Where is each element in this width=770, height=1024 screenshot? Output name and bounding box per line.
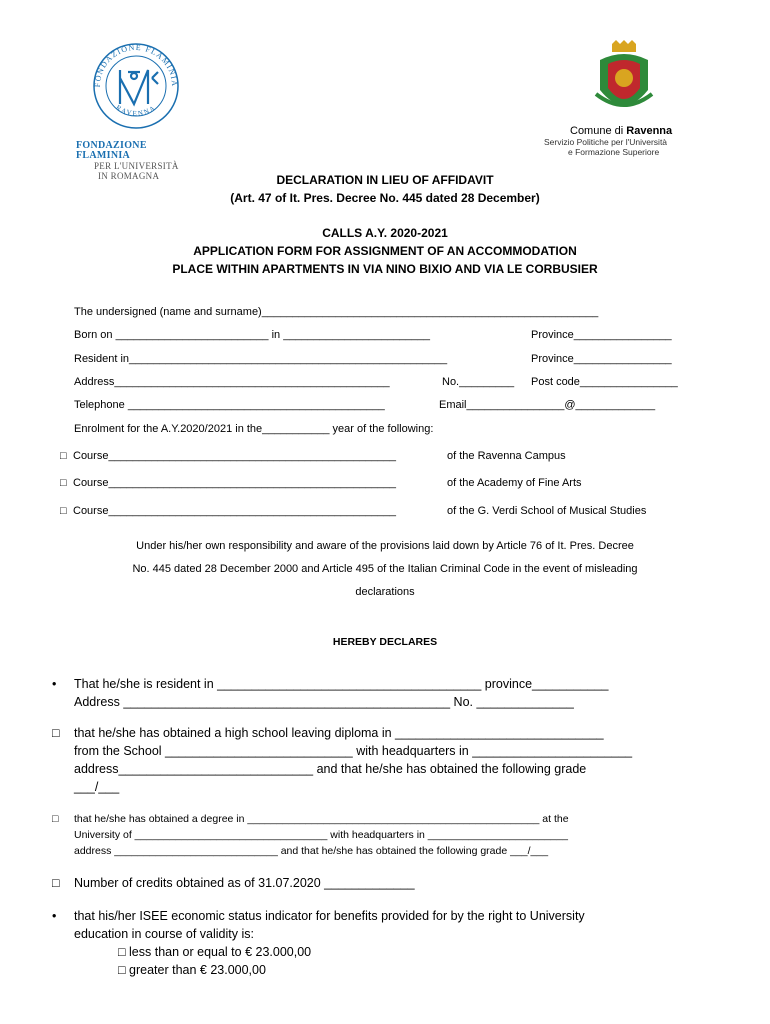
logo-right-sub2: e Formazione Superiore bbox=[568, 147, 660, 157]
address-number-field[interactable]: No._________ bbox=[442, 376, 515, 388]
comune-di-ravenna-logo bbox=[540, 40, 710, 157]
course-suffix-fine-arts: of the Academy of Fine Arts bbox=[447, 477, 582, 489]
svg-text:FONDAZIONE FLAMINIA bbox=[93, 43, 179, 88]
degree-line1[interactable]: that he/she has obtained a degree in __________________________________________________ at the bbox=[74, 813, 569, 825]
course-field-verdi[interactable]: Course_______________________________________________ bbox=[73, 505, 396, 517]
course-checkbox-verdi[interactable]: □ bbox=[60, 505, 67, 517]
isee-line1: that his/her ISEE economic status indicator for benefits provided for by the right to University bbox=[74, 909, 585, 923]
diploma-line3[interactable]: address____________________________ and that he/she has obtained the following grade bbox=[74, 762, 587, 776]
resident-in-field[interactable]: Resident in____________________________________________________ bbox=[74, 353, 448, 365]
fondazione-flaminia-logo bbox=[76, 42, 196, 181]
logo-left-sub1: PER L'UNIVERSITÀ bbox=[94, 161, 179, 171]
logo-right-sub1: Servizio Politiche per l'Università bbox=[544, 137, 668, 147]
isee-bullet: • bbox=[52, 909, 57, 923]
diploma-line1[interactable]: that he/she has obtained a high school leaving diploma in ______________________________ bbox=[74, 726, 604, 740]
doc-title-line3: CALLS A.Y. 2020-2021 bbox=[322, 226, 448, 240]
logo-right-city: Ravenna bbox=[626, 125, 673, 137]
declares-heading: HEREBY DECLARES bbox=[332, 636, 438, 648]
born-on-field[interactable]: Born on _________________________ in ________________________ bbox=[74, 329, 431, 341]
resident-bullet: • bbox=[52, 677, 57, 691]
credits-checkbox[interactable]: □ bbox=[52, 876, 60, 890]
undersigned-field[interactable]: The undersigned (name and surname)_______________________________________________________ bbox=[74, 306, 599, 318]
declared-resident-field[interactable]: That he/she is resident in ______________________________________ province___________ bbox=[74, 677, 609, 691]
ravenna-coat-of-arms-icon bbox=[540, 40, 710, 120]
responsibility-line3: declarations bbox=[355, 586, 415, 598]
address-field[interactable]: Address_____________________________________________ bbox=[74, 376, 390, 388]
diploma-line2[interactable]: from the School ___________________________ with headquarters in _______________________ bbox=[74, 744, 633, 758]
logo-left-name: FONDAZIONE FLAMINIA bbox=[76, 140, 147, 161]
svg-text:RAVENNA bbox=[114, 104, 157, 118]
responsibility-line2: No. 445 dated 28 December 2000 and Article 495 of the Italian Criminal Code in the event of misleading bbox=[132, 563, 638, 575]
course-suffix-ravenna: of the Ravenna Campus bbox=[447, 450, 566, 462]
email-field[interactable]: Email________________@_____________ bbox=[439, 399, 656, 411]
course-checkbox-ravenna[interactable]: □ bbox=[60, 450, 67, 462]
diploma-checkbox[interactable]: □ bbox=[52, 726, 60, 740]
credits-field[interactable]: Number of credits obtained as of 31.07.2020 _____________ bbox=[74, 876, 415, 890]
logo-ring-top-text: FONDAZIONE FLAMINIA bbox=[92, 42, 180, 88]
doc-title-line5: PLACE WITHIN APARTMENTS IN VIA NINO BIXIO AND VIA LE CORBUSIER bbox=[172, 262, 598, 276]
isee-option-less-checkbox[interactable]: □ less than or equal to € 23.000,00 bbox=[118, 945, 312, 959]
postcode-field[interactable]: Post code________________ bbox=[531, 376, 678, 388]
responsibility-line1: Under his/her own responsibility and aware of the provisions laid down by Article 76 of It. Pres. Decree bbox=[136, 540, 634, 552]
degree-line3[interactable]: address ____________________________ and that he/she has obtained the following grade ___/___ bbox=[74, 845, 549, 857]
course-suffix-verdi: of the G. Verdi School of Musical Studies bbox=[447, 505, 647, 517]
fondazione-flaminia-emblem bbox=[76, 42, 196, 134]
isee-option-greater-checkbox[interactable]: □ greater than € 23.000,00 bbox=[118, 963, 266, 977]
doc-title-line4: APPLICATION FORM FOR ASSIGNMENT OF AN ACCOMMODATION bbox=[193, 244, 577, 258]
enrolment-field[interactable]: Enrolment for the A.Y.2020/2021 in the___________ year of the following: bbox=[74, 423, 434, 435]
isee-line2: education in course of validity is: bbox=[74, 927, 254, 941]
degree-checkbox[interactable]: □ bbox=[52, 813, 59, 825]
logo-right-prefix: Comune di bbox=[570, 125, 627, 137]
degree-line2[interactable]: University of _________________________________ with headquarters in ________________________ bbox=[74, 829, 568, 841]
course-field-ravenna[interactable]: Course_______________________________________________ bbox=[73, 450, 396, 462]
resident-province-field[interactable]: Province________________ bbox=[531, 353, 672, 365]
diploma-grade-field[interactable]: ___/___ bbox=[74, 780, 120, 794]
course-checkbox-fine-arts[interactable]: □ bbox=[60, 477, 67, 489]
course-field-fine-arts[interactable]: Course_______________________________________________ bbox=[73, 477, 396, 489]
doc-title-line1: DECLARATION IN LIEU OF AFFIDAVIT bbox=[276, 173, 494, 187]
logo-left-sub2: IN ROMAGNA bbox=[98, 171, 160, 181]
logo-ring-bottom-text: RAVENNA bbox=[114, 103, 158, 118]
telephone-field[interactable]: Telephone __________________________________________ bbox=[74, 399, 385, 411]
born-province-field[interactable]: Province________________ bbox=[531, 329, 672, 341]
doc-title-line2: (Art. 47 of It. Pres. Decree No. 445 dated 28 December) bbox=[230, 191, 540, 205]
declared-address-field[interactable]: Address _______________________________________________ No. ______________ bbox=[74, 695, 574, 709]
